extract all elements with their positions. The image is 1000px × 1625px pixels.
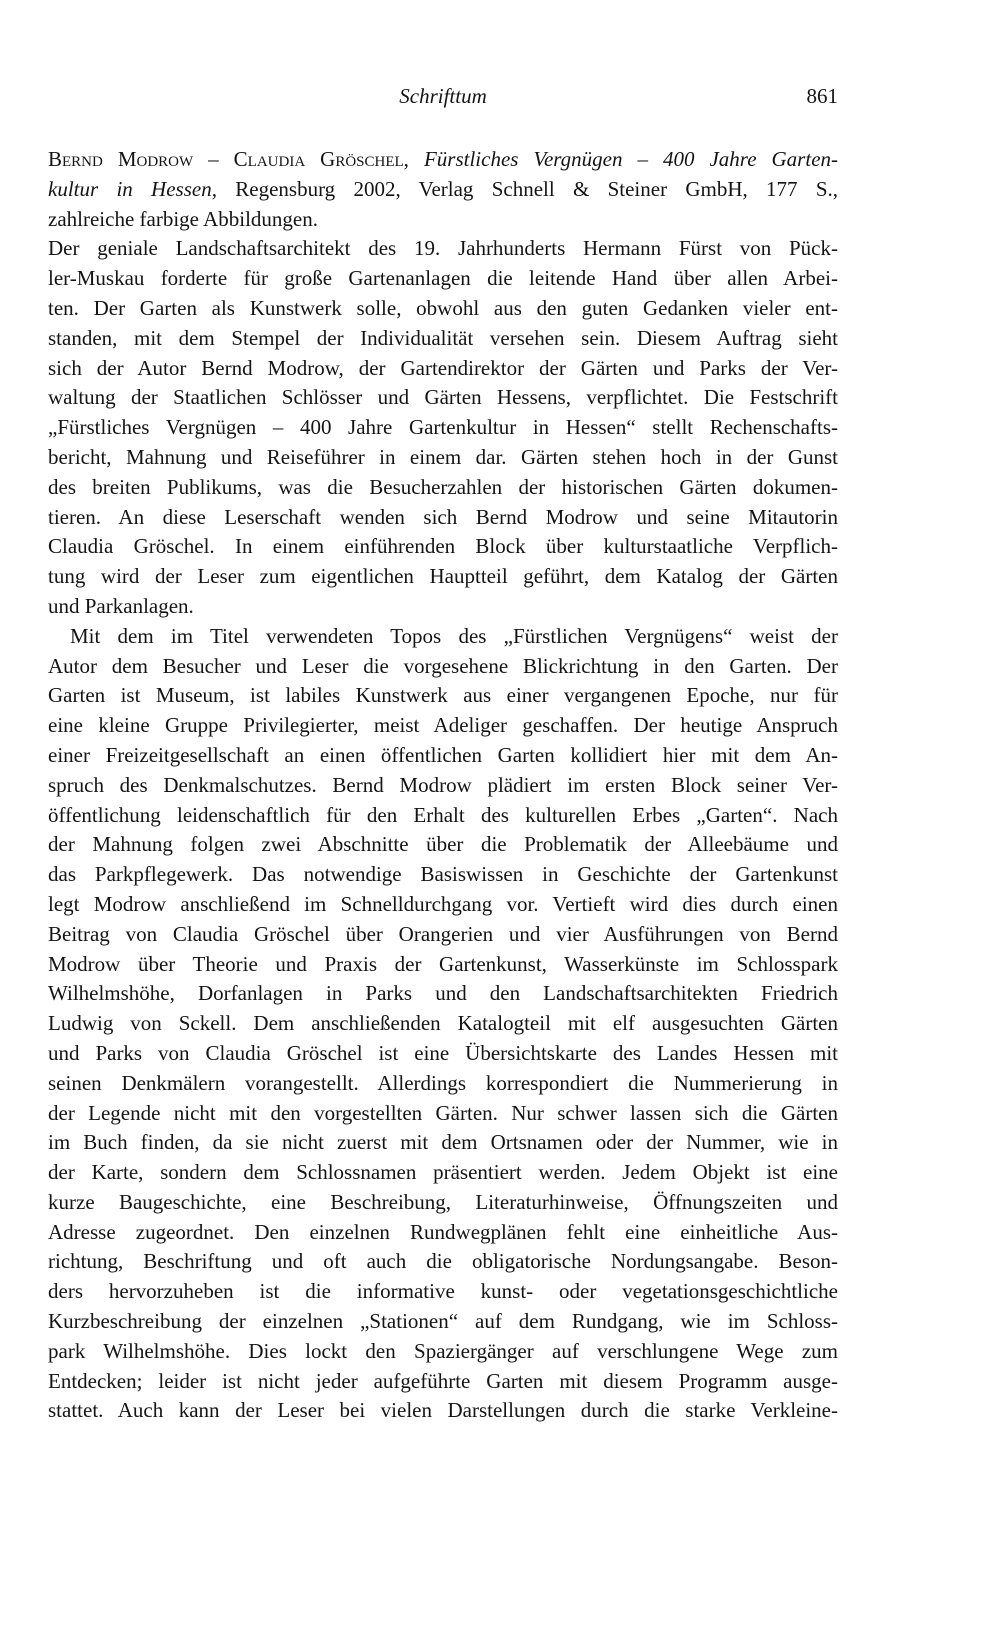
paragraph-2 bbox=[48, 622, 838, 1427]
text-line: Adresse zugeordnet. Den einzelnen Rundwegplänen fehlt eine einheitliche Aus- bbox=[48, 1219, 838, 1244]
citation-line-3: zahlreiche farbige Abbildungen. bbox=[48, 206, 318, 231]
text-line: stattet. Auch kann der Leser bei vielen Darstellungen durch die starke Verkleine- bbox=[48, 1398, 838, 1423]
page-header bbox=[48, 84, 838, 124]
text-line: sich der Autor Bernd Modrow, der Gartendirektor der Gärten und Parks der Ver- bbox=[48, 355, 838, 380]
text-line: und Parks von Claudia Gröschel ist eine Übersichtskarte des Landes Hessen mit bbox=[48, 1040, 838, 1065]
text-line: im Buch finden, da sie nicht zuerst mit dem Ortsnamen oder der Nummer, wie in bbox=[48, 1130, 838, 1155]
text-line: öffentlichung leidenschaftlich für den Erhalt des kulturellen Erbes „Garten“. Nach bbox=[48, 802, 838, 827]
text-line: Der geniale Landschaftsarchitekt des 19. Jahrhunderts Hermann Fürst von Pück- bbox=[48, 236, 838, 261]
text-line: der Karte, sondern dem Schlossnamen präsentiert werden. Jedem Objekt ist eine bbox=[48, 1160, 838, 1185]
text-line: der Mahnung folgen zwei Abschnitte über die Problematik der Alleebäume und bbox=[48, 832, 838, 857]
text-line: Modrow über Theorie und Praxis der Gartenkunst, Wasserkünste im Schlosspark bbox=[48, 951, 838, 976]
text-line: Wilhelmshöhe, Dorfanlagen in Parks und den Landschaftsarchitekten Friedrich bbox=[48, 981, 838, 1006]
text-line: kurze Baugeschichte, eine Beschreibung, Literaturhinweise, Öffnungszeiten und bbox=[48, 1189, 838, 1214]
text-line: ders hervorzuheben ist die informative kunst- oder vegetationsgeschichtliche bbox=[48, 1279, 838, 1304]
text-line: tieren. An diese Leserschaft wenden sich Bernd Modrow und seine Mitautorin bbox=[48, 504, 838, 529]
text-line: und Parkanlagen. bbox=[48, 593, 194, 618]
text-line: richtung, Beschriftung und oft auch die obligatorische Nordungsangabe. Beson- bbox=[48, 1249, 838, 1274]
text-line: waltung der Staatlichen Schlösser und Gärten Hessens, verpflichtet. Die Festschrift bbox=[48, 385, 838, 410]
text-line: Beitrag von Claudia Gröschel über Orangerien und vier Ausführungen von Bernd bbox=[48, 921, 838, 946]
text-line: seinen Denkmälern vorangestellt. Allerdings korrespondiert die Nummerierung in bbox=[48, 1070, 838, 1095]
text-line: Garten ist Museum, ist labiles Kunstwerk aus einer vergangenen Epoche, nur für bbox=[48, 683, 838, 708]
text-line: Ludwig von Sckell. Dem anschließenden Katalogteil mit elf ausgesuchten Gärten bbox=[48, 1011, 838, 1036]
text-line: spruch des Denkmalschutzes. Bernd Modrow plädiert im ersten Block seiner Ver- bbox=[48, 772, 838, 797]
text-line: Autor dem Besucher und Leser die vorgesehene Blickrichtung in den Garten. Der bbox=[48, 653, 838, 678]
text-line: tung wird der Leser zum eigentlichen Hauptteil geführt, dem Katalog der Gärten bbox=[48, 564, 838, 589]
citation-line-1 bbox=[48, 145, 838, 175]
page-number: 861 bbox=[806, 84, 838, 108]
text-line: Kurzbeschreibung der einzelnen „Stationen“ auf dem Rundgang, wie im Schloss- bbox=[48, 1309, 838, 1334]
citation-authors: Bernd Modrow – Claudia Gröschel, bbox=[48, 147, 409, 171]
text-line: Entdecken; leider ist nicht jeder aufgeführte Garten mit diesem Programm ausge- bbox=[48, 1368, 838, 1393]
citation-publication: Regensburg 2002, Verlag Schnell & Steiner GmbH, 177 S., bbox=[235, 176, 839, 201]
text-line: Mit dem im Titel verwendeten Topos des „Fürstlichen Vergnügens“ weist der bbox=[70, 623, 838, 648]
running-title: Schrifttum bbox=[399, 84, 487, 108]
text-line: ten. Der Garten als Kunstwerk solle, obwohl aus den guten Gedanken vieler ent- bbox=[48, 295, 838, 320]
text-line: legt Modrow anschließend im Schnelldurchgang vor. Vertieft wird dies durch einen bbox=[48, 891, 838, 916]
review-text bbox=[48, 145, 838, 1426]
citation-line-2 bbox=[48, 175, 838, 205]
text-line: des breiten Publikums, was die Besucherzahlen der historischen Gärten dokumen- bbox=[48, 474, 838, 499]
text-line: bericht, Mahnung und Reiseführer in einem dar. Gärten stehen hoch in der Gunst bbox=[48, 444, 838, 469]
text-line: „Fürstliches Vergnügen – 400 Jahre Gartenkultur in Hessen“ stellt Rechenschafts- bbox=[48, 415, 838, 440]
text-line: der Legende nicht mit den vorgestellten Gärten. Nur schwer lassen sich die Gärten bbox=[48, 1100, 838, 1125]
text-line: standen, mit dem Stempel der Individualität versehen sein. Diesem Auftrag sieht bbox=[48, 325, 838, 350]
text-line: ler-Muskau forderte für große Gartenanlagen die leitende Hand über allen Arbei- bbox=[48, 266, 838, 291]
text-line: eine kleine Gruppe Privilegierter, meist Adeliger geschaffen. Der heutige Anspruch bbox=[48, 713, 838, 738]
citation-title-cont: kultur in Hessen, bbox=[48, 176, 217, 201]
text-line: park Wilhelmshöhe. Dies lockt den Spaziergänger auf verschlungene Wege zum bbox=[48, 1338, 838, 1363]
paragraph-1 bbox=[48, 234, 838, 621]
text-line: Claudia Gröschel. In einem einführenden Block über kulturstaatliche Verpflich- bbox=[48, 534, 838, 559]
text-line: das Parkpflegewerk. Das notwendige Basiswissen in Geschichte der Gartenkunst bbox=[48, 862, 838, 887]
citation-title: Fürstliches Vergnügen – 400 Jahre Garten- bbox=[423, 147, 839, 171]
text-line: einer Freizeitgesellschaft an einen öffentlichen Garten kollidiert hier mit dem An- bbox=[48, 742, 838, 767]
